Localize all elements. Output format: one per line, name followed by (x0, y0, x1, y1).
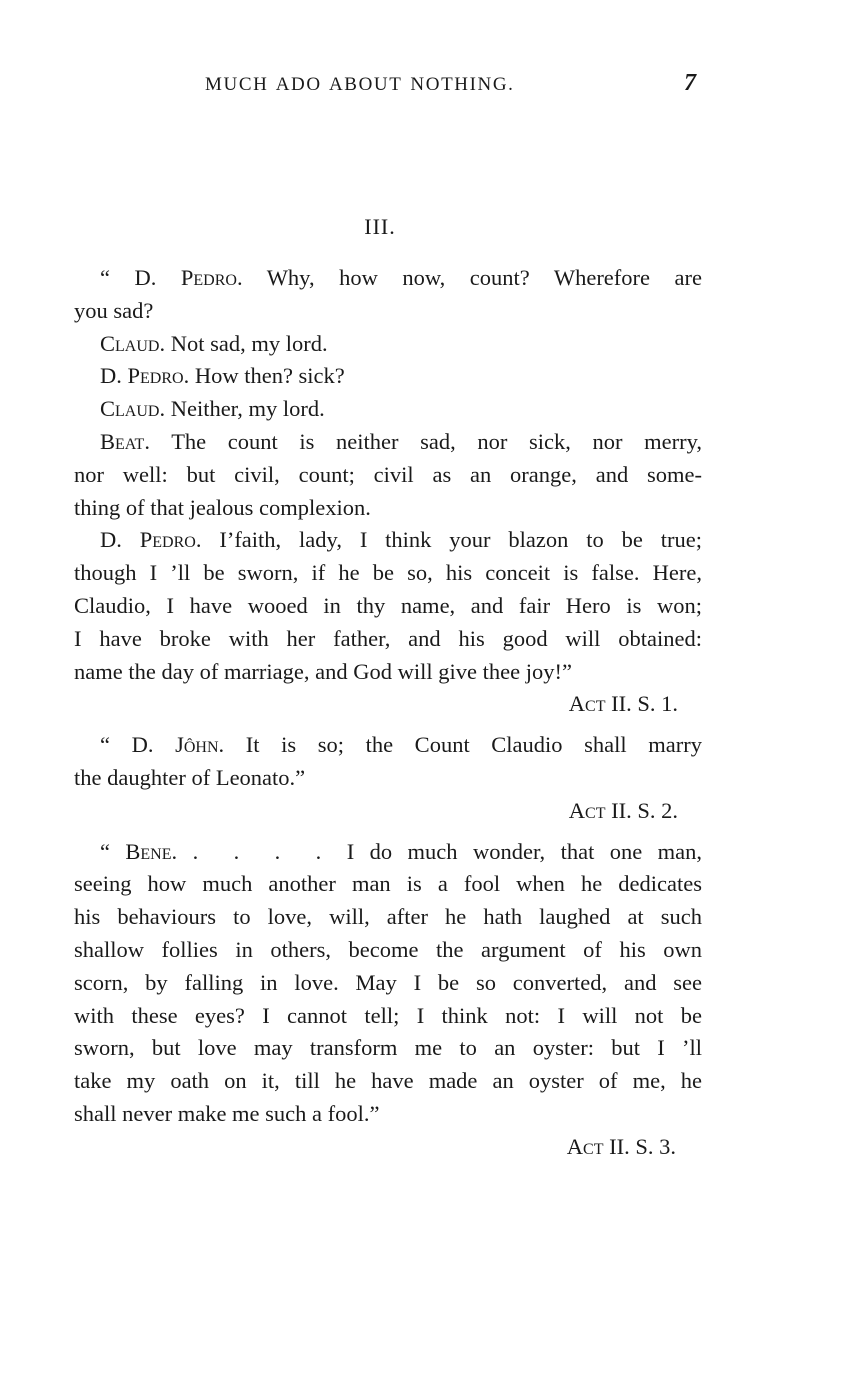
passage-1-line-6: Beat. The count is neither sad, nor sick, nor merry, (100, 428, 702, 454)
quotation-text (74, 262, 702, 1164)
passage-3-line-6: with these eyes? I cannot tell; I think not: I will not be (74, 1002, 702, 1028)
passage-3-line-4: shallow follies in others, become the argument of his own (74, 936, 702, 962)
passage-3-line-7: sworn, but love may transform me to an oyster: but I ’ll (74, 1035, 702, 1061)
page-number: 7 (684, 70, 696, 96)
ellipsis-dots: . . . . (192, 838, 332, 864)
passage-3-line-3: his behaviours to love, will, after he hath laughed at such (74, 904, 702, 930)
speaker-beat: Beat. (100, 428, 150, 454)
passage-1-line-13: name the day of marriage, and God will give thee joy!” (74, 658, 572, 684)
speaker-d-pedro: D. Pedro. (134, 265, 243, 290)
speaker-claud: Claud. (100, 396, 166, 422)
passage-2-line-2: the daughter of Leonato.” (74, 764, 306, 790)
passage-1-line-5: Claud. Neither, my lord. (100, 396, 325, 422)
passage-1-line-7: nor well: but civil, count; civil as an orange, and some- (74, 461, 702, 487)
passage-2-reference: Act II. S. 2. (568, 797, 678, 823)
passage-1-line-11: Claudio, I have wooed in thy name, and fair Hero is won; (74, 592, 702, 618)
passage-3-line-1: “ Bene. . . . . I do much wonder, that one man, (100, 838, 702, 864)
speaker-d-john: D. Jôhn. (131, 732, 225, 758)
passage-2 (74, 729, 702, 827)
speaker-d-pedro: D. Pedro. (100, 527, 202, 553)
passage-1-line-2: you sad? (74, 297, 154, 323)
passage-1-reference: Act II. S. 1. (568, 691, 678, 717)
passage-3-line-8: take my oath on it, till he have made an oyster of me, he (74, 1068, 702, 1094)
passage-1-line-8: thing of that jealous complexion. (74, 494, 371, 520)
speaker-d-pedro: D. Pedro. (100, 363, 190, 389)
passage-1-line-9: D. Pedro. I’faith, lady, I think your blazon to be true; (100, 527, 702, 553)
passage-1-line-3: Claud. Not sad, my lord. (100, 330, 328, 356)
passage-2-line-1: “ D. Jôhn. It is so; the Count Claudio shall marry (100, 732, 702, 758)
passage-3-line-5: scorn, by falling in love. May I be so converted, and see (74, 969, 702, 995)
passage-1 (74, 262, 702, 721)
passage-1-line-12: I have broke with her father, and his good will obtained: (74, 625, 702, 651)
passage-3-line-9: shall never make me such a fool.” (74, 1100, 380, 1126)
passage-1-line-4: D. Pedro. How then? sick? (100, 363, 345, 389)
running-head (0, 70, 843, 104)
running-title: MUCH ADO ABOUT NOTHING. (205, 74, 515, 95)
passage-3 (74, 836, 702, 1164)
speaker-bene: Bene. (125, 838, 178, 864)
passage-1-line-1: “ D. Pedro. Why, how now, count? Wherefore are (100, 265, 702, 290)
passage-1-line-10: though I ’ll be sworn, if he be so, his conceit is false. Here, (74, 560, 702, 586)
section-number: III. (364, 214, 396, 239)
passage-3-line-2: seeing how much another man is a fool when he dedicates (74, 871, 702, 897)
passage-3-reference: Act II. S. 3. (566, 1133, 676, 1159)
speaker-claud: Claud. (100, 330, 166, 356)
